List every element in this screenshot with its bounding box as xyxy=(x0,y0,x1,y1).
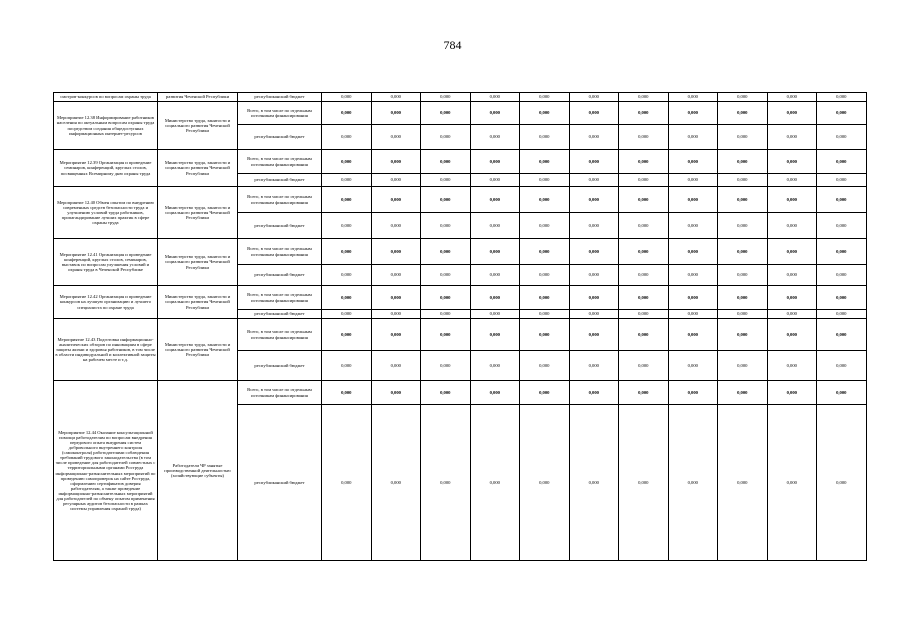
amount-cell: 0,000 xyxy=(470,310,520,319)
amount-cell: 0,000 xyxy=(569,150,619,174)
table-row xyxy=(54,319,867,351)
amount-cell: 0,000 xyxy=(371,213,421,239)
table-row xyxy=(54,187,867,213)
amount-cell: 0,000 xyxy=(322,405,372,561)
amount-cell: 0,000 xyxy=(817,319,867,351)
amount-cell: 0,000 xyxy=(520,405,570,561)
amount-cell: 0,000 xyxy=(569,187,619,213)
executor-cell: Министерство труда, занятости и социального развития Чеченской Республики xyxy=(158,187,238,239)
funding-source-cell: Всего, в том числе по отдельным источникам финансирования xyxy=(238,319,322,351)
amount-cell: 0,000 xyxy=(767,174,817,187)
amount-cell: 0,000 xyxy=(520,125,570,150)
amount-cell: 0,000 xyxy=(371,102,421,125)
amount-cell: 0,000 xyxy=(718,286,768,310)
amount-cell: 0,000 xyxy=(470,405,520,561)
amount-cell: 0,000 xyxy=(520,286,570,310)
amount-cell: 0,000 xyxy=(569,213,619,239)
amount-cell: 0,000 xyxy=(718,150,768,174)
amount-cell: 0,000 xyxy=(718,319,768,351)
amount-cell: 0,000 xyxy=(817,265,867,286)
amount-cell: 0,000 xyxy=(520,351,570,381)
amount-cell: 0,000 xyxy=(619,381,669,405)
amount-cell: 0,000 xyxy=(322,125,372,150)
measure-name-cell: Мероприятие 12.41 Организация и проведение конференций, круглых столов, семинаров, выставок по вопросам улучшения условий и охраны труда в Чеченской Республике xyxy=(54,239,158,286)
amount-cell: 0,000 xyxy=(817,239,867,265)
amount-cell: 0,000 xyxy=(767,239,817,265)
executor-cell: Министерство труда, занятости и социального развития Чеченской Республики xyxy=(158,150,238,187)
amount-cell: 0,000 xyxy=(470,381,520,405)
amount-cell: 0,000 xyxy=(421,310,471,319)
amount-cell: 0,000 xyxy=(470,265,520,286)
amount-cell: 0,000 xyxy=(718,93,768,102)
measure-name-cell: Мероприятие 12.42 Организация и проведение конкурсов на лучшую организацию и лучшего специалиста по охране труда xyxy=(54,286,158,319)
funding-source-cell: Всего, в том числе по отдельным источникам финансирования xyxy=(238,286,322,310)
amount-cell: 0,000 xyxy=(569,174,619,187)
amount-cell: 0,000 xyxy=(421,187,471,213)
amount-cell: 0,000 xyxy=(668,213,718,239)
amount-cell: 0,000 xyxy=(569,405,619,561)
amount-cell: 0,000 xyxy=(619,93,669,102)
funding-source-cell: Всего, в том числе по отдельным источникам финансирования xyxy=(238,381,322,405)
amount-cell: 0,000 xyxy=(619,351,669,381)
table-row xyxy=(54,286,867,310)
amount-cell: 0,000 xyxy=(619,125,669,150)
amount-cell: 0,000 xyxy=(668,310,718,319)
amount-cell: 0,000 xyxy=(569,239,619,265)
amount-cell: 0,000 xyxy=(322,174,372,187)
funding-source-cell: республиканский бюджет xyxy=(238,174,322,187)
amount-cell: 0,000 xyxy=(767,381,817,405)
amount-cell: 0,000 xyxy=(322,102,372,125)
amount-cell: 0,000 xyxy=(718,381,768,405)
amount-cell: 0,000 xyxy=(718,174,768,187)
table-row xyxy=(54,93,867,102)
amount-cell: 0,000 xyxy=(668,102,718,125)
funding-source-cell: республиканский бюджет xyxy=(238,265,322,286)
amount-cell: 0,000 xyxy=(520,310,570,319)
amount-cell: 0,000 xyxy=(767,351,817,381)
amount-cell: 0,000 xyxy=(421,319,471,351)
amount-cell: 0,000 xyxy=(569,93,619,102)
amount-cell: 0,000 xyxy=(520,239,570,265)
table-row xyxy=(54,239,867,265)
funding-source-cell: республиканский бюджет xyxy=(238,93,322,102)
funding-source-cell: республиканский бюджет xyxy=(238,213,322,239)
amount-cell: 0,000 xyxy=(470,319,520,351)
funding-source-cell: республиканский бюджет xyxy=(238,125,322,150)
amount-cell: 0,000 xyxy=(767,310,817,319)
amount-cell: 0,000 xyxy=(421,125,471,150)
amount-cell: 0,000 xyxy=(371,405,421,561)
amount-cell: 0,000 xyxy=(619,286,669,310)
executor-cell: Министерство труда, занятости и социального развития Чеченской Республики xyxy=(158,239,238,286)
page-number: 784 xyxy=(443,38,462,52)
executor-cell: Работодатели ЧР занятые производственной деятельностью (хозяйствующие субъекты) xyxy=(158,381,238,561)
amount-cell: 0,000 xyxy=(668,150,718,174)
measure-name-cell: Мероприятие 12.38 Информирование работников населения по актуальным вопросам охраны труда посредством создания общедоступных информационных интернет-ресурсов xyxy=(54,102,158,150)
amount-cell: 0,000 xyxy=(371,319,421,351)
amount-cell: 0,000 xyxy=(619,265,669,286)
amount-cell: 0,000 xyxy=(569,102,619,125)
amount-cell: 0,000 xyxy=(520,93,570,102)
amount-cell: 0,000 xyxy=(668,265,718,286)
funding-source-cell: Всего, в том числе по отдельным источникам финансирования xyxy=(238,239,322,265)
amount-cell: 0,000 xyxy=(470,150,520,174)
amount-cell: 0,000 xyxy=(569,319,619,351)
amount-cell: 0,000 xyxy=(668,93,718,102)
amount-cell: 0,000 xyxy=(421,351,471,381)
amount-cell: 0,000 xyxy=(421,239,471,265)
amount-cell: 0,000 xyxy=(668,286,718,310)
amount-cell: 0,000 xyxy=(371,265,421,286)
amount-cell: 0,000 xyxy=(668,187,718,213)
amount-cell: 0,000 xyxy=(371,150,421,174)
measure-name-cell: смотров-конкурсов по вопросам охраны труда xyxy=(54,93,158,102)
amount-cell: 0,000 xyxy=(371,286,421,310)
funding-source-cell: республиканский бюджет xyxy=(238,405,322,561)
amount-cell: 0,000 xyxy=(718,125,768,150)
amount-cell: 0,000 xyxy=(767,150,817,174)
amount-cell: 0,000 xyxy=(520,213,570,239)
amount-cell: 0,000 xyxy=(767,319,817,351)
amount-cell: 0,000 xyxy=(718,239,768,265)
amount-cell: 0,000 xyxy=(322,187,372,213)
amount-cell: 0,000 xyxy=(619,213,669,239)
amount-cell: 0,000 xyxy=(470,239,520,265)
amount-cell: 0,000 xyxy=(569,286,619,310)
amount-cell: 0,000 xyxy=(470,125,520,150)
amount-cell: 0,000 xyxy=(817,381,867,405)
amount-cell: 0,000 xyxy=(322,150,372,174)
amount-cell: 0,000 xyxy=(322,319,372,351)
amount-cell: 0,000 xyxy=(421,286,471,310)
amount-cell: 0,000 xyxy=(668,319,718,351)
amount-cell: 0,000 xyxy=(817,93,867,102)
amount-cell: 0,000 xyxy=(371,310,421,319)
amount-cell: 0,000 xyxy=(322,239,372,265)
amount-cell: 0,000 xyxy=(767,213,817,239)
amount-cell: 0,000 xyxy=(668,381,718,405)
amount-cell: 0,000 xyxy=(470,187,520,213)
amount-cell: 0,000 xyxy=(371,239,421,265)
amount-cell: 0,000 xyxy=(520,187,570,213)
measure-name-cell: Мероприятие 12.40 Обмен опытом по внедрению современных средств безопасности труда и улучшению условий труда работников, пропагандирование лучших практик в сфере охраны труда xyxy=(54,187,158,239)
amount-cell: 0,000 xyxy=(322,265,372,286)
amount-cell: 0,000 xyxy=(817,102,867,125)
amount-cell: 0,000 xyxy=(520,381,570,405)
amount-cell: 0,000 xyxy=(718,213,768,239)
amount-cell: 0,000 xyxy=(817,351,867,381)
amount-cell: 0,000 xyxy=(767,265,817,286)
executor-cell: развития Чеченской Республики xyxy=(158,93,238,102)
amount-cell: 0,000 xyxy=(767,125,817,150)
amount-cell: 0,000 xyxy=(421,93,471,102)
amount-cell: 0,000 xyxy=(817,213,867,239)
amount-cell: 0,000 xyxy=(322,93,372,102)
executor-cell: Министерство труда, занятости и социального развития Чеченской Республики xyxy=(158,102,238,150)
amount-cell: 0,000 xyxy=(619,239,669,265)
amount-cell: 0,000 xyxy=(470,93,520,102)
amount-cell: 0,000 xyxy=(569,381,619,405)
amount-cell: 0,000 xyxy=(371,381,421,405)
measure-name-cell: Мероприятие 12.43 Подготовка информационно-аналитических обзоров по инновациям в сфере защиты жизни и здоровья работников, в том числе в области индивидуальной и коллективной защиты на рабочем месте и т.д. xyxy=(54,319,158,381)
amount-cell: 0,000 xyxy=(322,310,372,319)
amount-cell: 0,000 xyxy=(817,286,867,310)
amount-cell: 0,000 xyxy=(718,102,768,125)
measure-name-cell: Мероприятие 12.44 Оказание консультационной помощи работодателям по вопросам внедрения передового опыта внедрения систем добровольного внутреннего контроля (самоконтроля) работодателями соблюдения требований трудового законодательства (в том числе проведение для работодателей совместных с территориальными органами Роструда информационно-разъяснительных мероприятий по проведению самопроверок на сайте Роструда, оформлению сертификатов доверия работодателям, а также проведение информационно-разъяснительных мероприятий для работодателей по обмену опытом применения регулярных аудитов безопасности в рамках системы управления охраной труда) xyxy=(54,381,158,561)
amount-cell: 0,000 xyxy=(718,187,768,213)
amount-cell: 0,000 xyxy=(421,381,471,405)
amount-cell: 0,000 xyxy=(767,93,817,102)
amount-cell: 0,000 xyxy=(767,187,817,213)
amount-cell: 0,000 xyxy=(668,351,718,381)
funding-source-cell: республиканский бюджет xyxy=(238,310,322,319)
budget-table xyxy=(53,92,867,561)
amount-cell: 0,000 xyxy=(668,174,718,187)
amount-cell: 0,000 xyxy=(421,102,471,125)
amount-cell: 0,000 xyxy=(371,93,421,102)
amount-cell: 0,000 xyxy=(322,351,372,381)
amount-cell: 0,000 xyxy=(718,310,768,319)
amount-cell: 0,000 xyxy=(817,310,867,319)
amount-cell: 0,000 xyxy=(371,187,421,213)
funding-source-cell: Всего, в том числе по отдельным источникам финансирования xyxy=(238,150,322,174)
amount-cell: 0,000 xyxy=(569,125,619,150)
executor-cell: Министерство труда, занятости и социального развития Чеченской Республики xyxy=(158,286,238,319)
amount-cell: 0,000 xyxy=(421,405,471,561)
amount-cell: 0,000 xyxy=(470,174,520,187)
amount-cell: 0,000 xyxy=(619,187,669,213)
table-row xyxy=(54,381,867,405)
amount-cell: 0,000 xyxy=(520,174,570,187)
amount-cell: 0,000 xyxy=(470,213,520,239)
amount-cell: 0,000 xyxy=(817,174,867,187)
amount-cell: 0,000 xyxy=(817,187,867,213)
table-row xyxy=(54,150,867,174)
amount-cell: 0,000 xyxy=(470,286,520,310)
amount-cell: 0,000 xyxy=(668,239,718,265)
amount-cell: 0,000 xyxy=(322,286,372,310)
amount-cell: 0,000 xyxy=(668,405,718,561)
amount-cell: 0,000 xyxy=(817,125,867,150)
amount-cell: 0,000 xyxy=(569,310,619,319)
amount-cell: 0,000 xyxy=(470,351,520,381)
amount-cell: 0,000 xyxy=(767,286,817,310)
amount-cell: 0,000 xyxy=(421,265,471,286)
funding-source-cell: Всего, в том числе по отдельным источникам финансирования xyxy=(238,187,322,213)
amount-cell: 0,000 xyxy=(322,213,372,239)
amount-cell: 0,000 xyxy=(817,405,867,561)
amount-cell: 0,000 xyxy=(421,150,471,174)
amount-cell: 0,000 xyxy=(322,381,372,405)
amount-cell: 0,000 xyxy=(718,351,768,381)
amount-cell: 0,000 xyxy=(619,310,669,319)
measure-name-cell: Мероприятие 12.39 Организация и проведение семинаров, конференций, круглых столов, посвященных Всемирному дню охраны труда xyxy=(54,150,158,187)
amount-cell: 0,000 xyxy=(718,405,768,561)
amount-cell: 0,000 xyxy=(421,174,471,187)
amount-cell: 0,000 xyxy=(371,351,421,381)
amount-cell: 0,000 xyxy=(371,125,421,150)
amount-cell: 0,000 xyxy=(619,405,669,561)
amount-cell: 0,000 xyxy=(569,351,619,381)
amount-cell: 0,000 xyxy=(767,102,817,125)
amount-cell: 0,000 xyxy=(619,102,669,125)
amount-cell: 0,000 xyxy=(817,150,867,174)
funding-source-cell: республиканский бюджет xyxy=(238,351,322,381)
amount-cell: 0,000 xyxy=(767,405,817,561)
amount-cell: 0,000 xyxy=(619,150,669,174)
amount-cell: 0,000 xyxy=(520,102,570,125)
amount-cell: 0,000 xyxy=(619,319,669,351)
table-row xyxy=(54,102,867,125)
amount-cell: 0,000 xyxy=(619,174,669,187)
amount-cell: 0,000 xyxy=(718,265,768,286)
amount-cell: 0,000 xyxy=(470,102,520,125)
amount-cell: 0,000 xyxy=(421,213,471,239)
amount-cell: 0,000 xyxy=(668,125,718,150)
amount-cell: 0,000 xyxy=(569,265,619,286)
funding-source-cell: Всего, в том числе по отдельным источникам финансирования xyxy=(238,102,322,125)
amount-cell: 0,000 xyxy=(371,174,421,187)
amount-cell: 0,000 xyxy=(520,150,570,174)
amount-cell: 0,000 xyxy=(520,265,570,286)
amount-cell: 0,000 xyxy=(520,319,570,351)
executor-cell: Министерство труда, занятости и социального развития Чеченской Республики xyxy=(158,319,238,381)
